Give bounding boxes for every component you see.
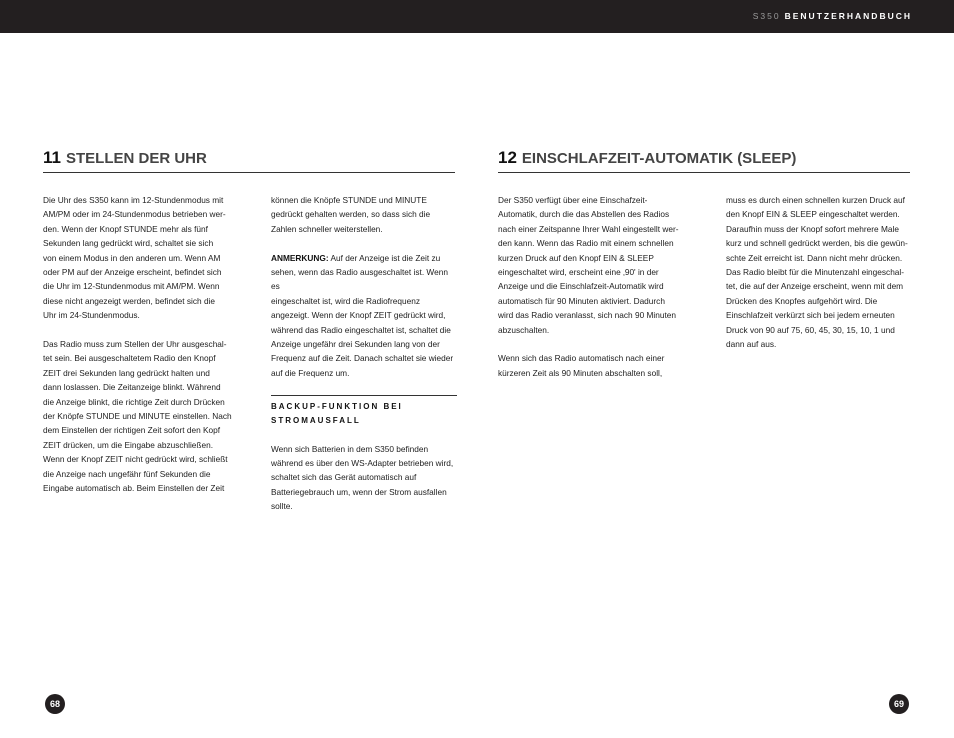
page-number-left: 68 [45,694,65,714]
paragraph: Der S350 verfügt über eine Einschafzeit- Automatik, durch die das Abstellen des Radios nach einer Zeitspanne Ihrer Wahl eingestellt wer- den kann. Wenn das Radio mit einem schnellen kurzen Druck auf den Knopf EIN & SLEEP eingeschaltet wird, erscheint eine ‚90' in der Anzeige und die Einschlafzeit-Automatik wird automatisch für 90 Minuten aktiviert. Dadurch wird das Radio veranlasst, sich nach 90 Minuten abzuschalten. [498,195,679,335]
backup-subheading-text: BACKUP-FUNKTION BEI STROMAUSFALL [271,401,403,425]
column-3 [498,193,688,395]
section-12-number: 12 [498,148,517,167]
paragraph: Wenn sich Batterien in dem S350 befinden während es über den WS-Adapter betrieben wird, schaltet sich das Gerät automatisch auf Batteriegebrauch um, wenn der Strom ausfallen sollte. [271,443,454,512]
column-2 [271,193,457,528]
section-12-heading [498,148,910,173]
manual-title [753,11,912,21]
manual-label: BENUTZERHANDBUCH [784,11,912,21]
note-text: Auf der Anzeige ist die Zeit zu sehen, wenn das Radio ausgeschaltet ist. Wenn es eingeschaltet ist, wird die Radiofrequenz angezeigt. Wenn der Knopf ZEIT gedrückt wird, während das Radio eingeschaltet ist, schaltet die Anzeige ungefähr drei Sekunden lang von der Frequenz auf die Zeit. Danach schaltet sie wieder auf die Frequenz um. [271,252,454,378]
section-11-title: STELLEN DER UHR [65,150,207,167]
backup-subheading [271,395,457,428]
column-1 [43,193,233,510]
paragraph: muss es durch einen schnellen kurzen Druck auf den Knopf EIN & SLEEP eingeschaltet werden. Daraufhin muss der Knopf sofort mehrere Male kurz und schnell gedrückt werden, bis die gewün- schte Zeit erreicht ist. Dann nicht mehr drücken. Das Radio bleibt für die Minutenzahl eingeschal- tet, die auf der Anzeige erscheint, wenn mit dem Drücken des Knopfes aufgehört wird. Die Einschlafzeit verkürzt sich bei jedem erneuten Druck von 90 auf 75, 60, 45, 30, 15, 10, 1 und dann auf aus. [726,195,908,350]
paragraph: können die Knöpfe STUNDE und MINUTE gedrückt gehalten werden, so dass sich die Zahlen schneller weiterstellen. [271,195,431,234]
page-number-right: 69 [889,694,909,714]
paragraph: Wenn sich das Radio automatisch nach einer kürzeren Zeit als 90 Minuten abschalten soll, [498,353,665,378]
paragraph: Das Radio muss zum Stellen der Uhr ausgeschal- tet sein. Bei ausgeschaltetem Radio den Knopf ZEIT drei Sekunden lang gedrückt halten und dann loslassen. Die Zeitanzeige blinkt. Während die Anzeige blinkt, die richtige Zeit durch Drücken der Knöpfe STUNDE und MINUTE einstellen. Nach dem Einstellen der richtigen Zeit sofort den Kopf ZEIT drücken, um die Eingabe abzuschließen. Wenn der Knopf ZEIT nicht gedrückt wird, schließt die Anzeige nach ungefähr fünf Sekunden die Eingabe automatisch ab. Beim Einstellen der Zeit [43,339,232,494]
section-12-title: EINSCHLAFZEIT-AUTOMATIK (SLEEP) [521,150,797,167]
column-4 [726,193,916,366]
paragraph: Die Uhr des S350 kann im 12-Stundenmodus mit AM/PM oder im 24-Stundenmodus betrieben wer- den. Wenn der Knopf STUNDE mehr als fünf Sekunden lang gedrückt wird, schaltet sie sich von einem Modus in den anderen um. Wenn AM oder PM auf der Anzeige erscheint, befindet sich die Uhr im 12-Stundenmodus mit AM/PM. Wenn diese nicht angezeigt werden, befindet sich die Uhr im 24-Stundenmodus. [43,195,226,321]
section-11-heading [43,148,455,173]
model-name: S350 [752,11,781,21]
section-11-number: 11 [43,148,61,167]
note-label: ANMERKUNG: [271,252,329,263]
note-paragraph [271,251,457,381]
header-bar [0,0,954,33]
